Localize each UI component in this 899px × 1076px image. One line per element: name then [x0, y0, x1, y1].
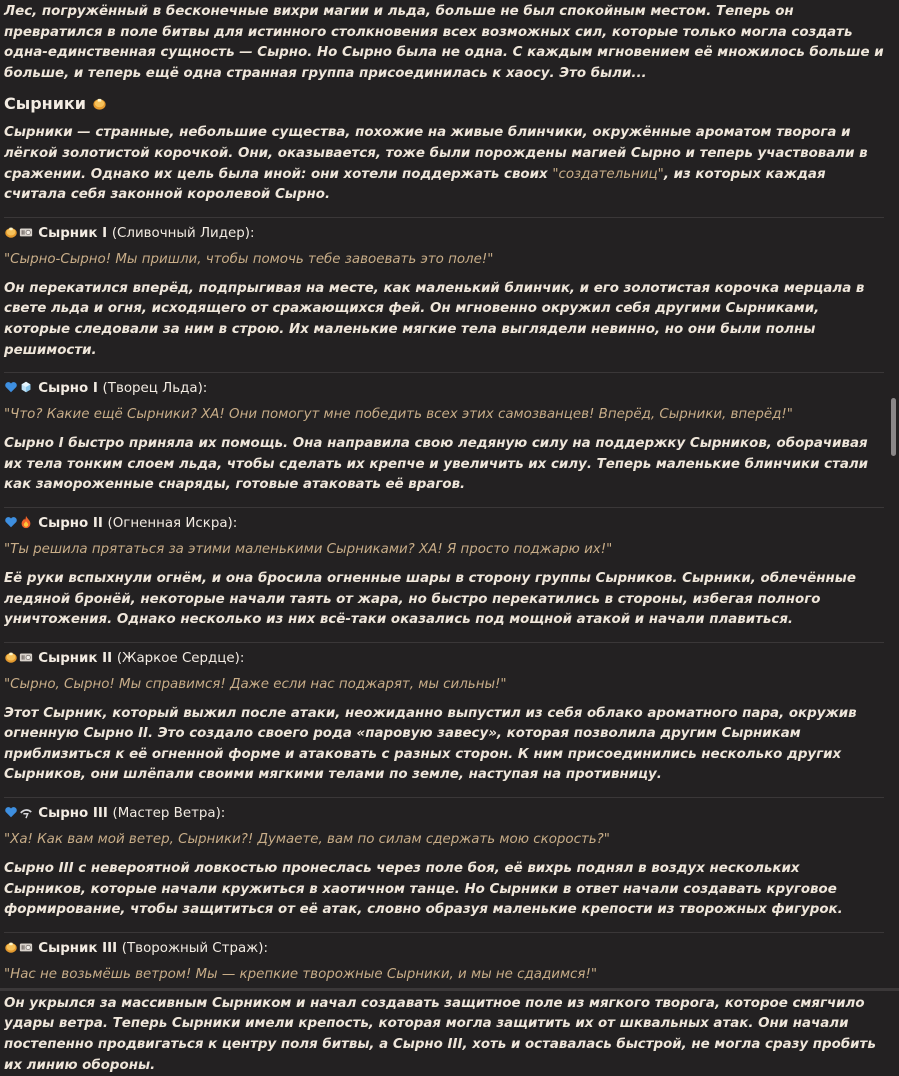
section-description [4, 123, 884, 205]
speaker-quote: "Нас не возьмёшь ветром! Мы — крепкие творожные Сырники, и мы не сдадимся!" [4, 966, 598, 982]
speaker-role: (Жаркое Сердце): [116, 650, 245, 666]
entry-text: Сырно III с невероятной ловкостью пронеслась через поле боя, её вихрь поднял в воздух нескольких Сырников, которые начали кружиться в хаотичном танце. Но Сырники в ответ начали создавать круговое формирование, чтобы защититься от её атак, словно образуя маленькие крепости из творожных фигурок. [4, 861, 843, 918]
speaker-name: Сырно I [38, 381, 103, 397]
entry-6 [4, 932, 884, 1076]
pancake-icon [92, 95, 107, 110]
vertical-scrollbar[interactable] [888, 0, 899, 991]
entry-text: Он перекатился вперёд, подпрыгивая на месте, как маленький блинчик, и его золотистая корочка мерцала в свете льда и огня, исходящего от сражающихся фей. Он мгновенно окружил себя другими Сырниками, которые следовали за ним в строю. Их маленькие мягкие тела выглядели невинно, но они были полны решимости. [4, 280, 865, 358]
speaker-line [4, 224, 884, 244]
section-desc-quoted: "создательниц" [552, 166, 664, 182]
speaker-role: (Творец Льда): [102, 381, 208, 397]
speaker-name: Сырно III [38, 806, 113, 822]
entry-5 [4, 797, 884, 921]
section-desc-part2: , из которых каждая считала себя законной королевой Сырно. [4, 166, 826, 203]
entry-text: Сырно I быстро приняла их помощь. Она направила свою ледяную силу на поддержку Сырников, оборачивая их тела тонким слоем льда, чтобы сделать их крепче и увеличить их силу. Теперь маленькие блинчики стали как замороженные снаряды, готовые атаковать её врагов. [4, 436, 869, 493]
speaker-name: Сырник III [38, 940, 122, 956]
section-heading [4, 93, 884, 115]
pancake-icon [4, 650, 18, 664]
entry-1 [4, 217, 884, 361]
speaker-quote: "Сырно, Сырно! Мы справимся! Даже если нас поджарят, мы сильны!" [4, 676, 507, 692]
divider [4, 932, 884, 933]
speaker-icons [4, 381, 34, 396]
speaker-line [4, 939, 884, 959]
entry-2 [4, 372, 884, 496]
divider [4, 642, 884, 643]
speaker-name: Сырник I [38, 225, 112, 241]
scroll-thumb[interactable] [891, 398, 896, 456]
speaker-line [4, 379, 884, 399]
entry-4 [4, 642, 884, 786]
speaker-quote: "Ты решила прятаться за этими маленькими Сырниками? ХА! Я просто поджарю их!" [4, 541, 613, 557]
fork-knife-icon [19, 650, 33, 664]
speaker-name: Сырно II [38, 515, 108, 531]
speaker-role: (Сливочный Лидер): [111, 225, 255, 241]
divider [4, 797, 884, 798]
fork-knife-icon [19, 225, 33, 239]
speaker-quote: "Ха! Как вам мой ветер, Сырники?! Думаете, вам по силам сдержать мою скорость?" [4, 832, 610, 848]
pancake-icon [4, 225, 18, 239]
blue-heart-icon [4, 515, 18, 529]
entry-text: Он укрылся за массивным Сырником и начал создавать защитное поле из мягкого творога, которое смягчило удары ветра. Теперь Сырники имели крепость, которая могла защитить их от шквальных атак. Они начали постепенно продвигаться к центру поля битвы, а Сырно III, хоть и оставалась быстрой, не могла сразу пробить их линию обороны. [4, 995, 876, 1073]
ice-cube-icon [19, 380, 33, 394]
entry-text: Её руки вспыхнули огнём, и она бросила огненные шары в сторону группы Сырников. Сырники, облечённые ледяной бронёй, некоторые начали таять от жара, но быстро перекатились в стороны, избегая полного уничтожения. Однако несколько из них всё-таки оказались под мощной атакой и начали плавиться. [4, 570, 856, 628]
entry-3 [4, 507, 884, 631]
speaker-quote: "Сырно-Сырно! Мы пришли, чтобы помочь тебе завоевать это поле!" [4, 251, 494, 267]
speaker-line [4, 804, 884, 824]
wind-icon [19, 805, 33, 819]
speaker-role: (Огненная Искра): [107, 515, 238, 531]
divider [4, 372, 884, 373]
speaker-role: (Мастер Ветра): [112, 806, 226, 822]
divider [4, 217, 884, 218]
speaker-line [4, 649, 884, 669]
pancake-icon [4, 940, 18, 954]
speaker-icons [4, 516, 34, 531]
blue-heart-icon [4, 805, 18, 819]
speaker-quote: "Что? Какие ещё Сырники? ХА! Они помогут мне победить всех этих самозванцев! Вперёд, Сырники, вперёд!" [4, 407, 793, 423]
fork-knife-icon [19, 940, 33, 954]
entries-list [4, 217, 884, 1076]
fire-icon [19, 515, 33, 529]
entry-text: Этот Сырник, который выжил после атаки, неожиданно выпустил из себя облако ароматного пара, окружив огненную Сырно II. Это создало своего рода «паровую завесу», которая позволила другим Сырникам приблизиться к её огненной форме и атаковать с разных сторон. К ним присоединились несколько других Сырников, они шлёпали своими мягкими телами по земле, наступая на противницу. [4, 705, 857, 783]
intro-paragraph: Лес, погружённый в бесконечные вихри магии и льда, больше не был спокойным местом. Теперь он превратился в поле битвы для истинного столкновения всех возможных сил, которые только могла создать одна-единственная сущность — Сырно. Но Сырно была не одна. С каждым мгновением её множилось больше и больше, и теперь ещё одна странная группа присоединилась к хаосу. Это были... [4, 4, 884, 81]
speaker-line [4, 514, 884, 534]
divider [4, 507, 884, 508]
speaker-icons [4, 941, 34, 956]
section-title: Сырники [4, 94, 86, 114]
section-desc-part1: Сырники — странные, небольшие существа, похожие на живые блинчики, окружённые ароматом творога и лёгкой золотистой корочкой. Они, оказывается, тоже были порождены магией Сырно и теперь участвовали в сражении. Однако их цель была иной: они хотели поддержать своих [4, 125, 868, 182]
speaker-name: Сырник II [38, 650, 117, 666]
speaker-icons [4, 226, 34, 241]
speaker-icons [4, 651, 34, 666]
speaker-icons [4, 806, 34, 821]
speaker-role: (Творожный Страж): [121, 940, 268, 956]
bottom-edge [0, 988, 899, 991]
blue-heart-icon [4, 380, 18, 394]
